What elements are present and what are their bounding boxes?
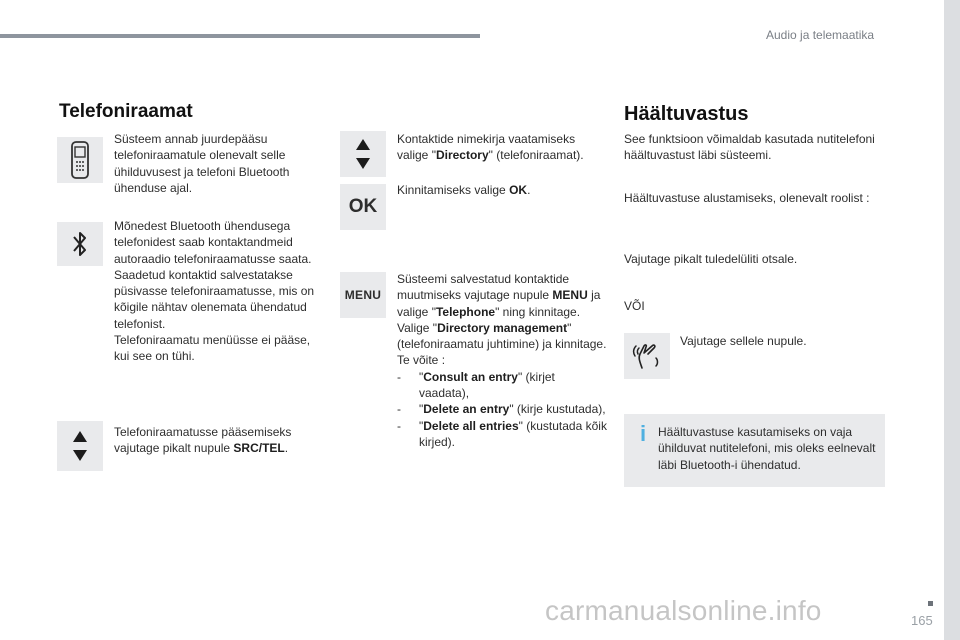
watermark: carmanualsonline.info [545, 595, 822, 626]
list-item: - "Delete an entry" (kirje kustutada), [397, 402, 606, 417]
directory-text: Kontaktide nimekirja vaatamiseks valige "Directory" (telefoniraamat). [397, 132, 584, 163]
bluetooth-icon [57, 222, 103, 266]
empty-phonebook-text: Telefoniraamatu menüüsse ei pääse, kui see on tühi. [114, 333, 311, 364]
page-marker [928, 601, 933, 606]
manage-contacts-paragraph: Süsteemi salvestatud kontaktide muutmiseks vajutage nupule MENU ja valige "Telephone" ning kinnitage. Valige "Directory management" (telefoniraamatu juhtimine) ja kinnitage. [397, 272, 607, 352]
manage-contacts-text [397, 271, 607, 450]
info-box [624, 414, 885, 487]
light-stalk-text: Vajutage pikalt tuledelüliti otsale. [624, 252, 798, 266]
info-icon: i [639, 421, 647, 446]
page-number: 165 [911, 613, 933, 628]
menu-button-icon [340, 272, 386, 318]
info-text: Häältuvastuse kasutamiseks on vaja ühilduvat nutitelefoni, mis oleks eelnevalt läbi Bluetooth-i ühendatud. [658, 425, 876, 472]
page-side-bar [944, 0, 960, 640]
voice-start-text: Häältuvastuse alustamiseks, olenevalt roolist : [624, 191, 870, 205]
list-item: - "Delete all entries" (kustutada kõik kirjed). [397, 418, 607, 449]
section-label: Audio ja telemaatika [766, 28, 875, 42]
phone-icon [57, 137, 103, 183]
phonebook-intro-text: Süsteem annab juurdepääsu telefoniraamatule olenevalt selle ühilduvusest ja telefoni Bluetooth ühenduse ajal. [114, 132, 290, 195]
section-title-phonebook: Telefoniraamat [59, 101, 193, 122]
ok-button-label: OK [348, 195, 378, 217]
list-item: - "Consult an entry" (kirjet vaadata), [397, 369, 555, 401]
up-down-arrows-icon [57, 421, 103, 471]
options-intro: Te võite : [397, 353, 446, 368]
bluetooth-contacts-text: Mõnedest Bluetooth ühendusega telefonidest saab kontaktandmeid autoraadio telefoniraamatusse saata. Saadetud kontaktid salvestatakse püsivasse telefoniraamatusse, mis on kõigile nähtav olenemata ühendatud telefonist. [114, 219, 315, 331]
header-rule [0, 34, 480, 38]
press-button-text: Vajutage sellele nupule. [680, 334, 807, 348]
section-title-voice-recognition: Häältuvastus [624, 103, 749, 125]
open-phonebook-text: Telefoniraamatusse pääsemiseks vajutage pikalt nupule SRC/TEL. [114, 425, 292, 456]
options-list [397, 369, 607, 450]
or-text: VÕI [624, 299, 645, 313]
confirm-ok-text: Kinnitamiseks valige OK. [397, 183, 531, 197]
up-down-arrows-icon [340, 131, 386, 177]
voice-hand-icon [624, 333, 670, 379]
menu-button-label: MENU [344, 287, 382, 302]
ok-button-icon [340, 184, 386, 230]
voice-intro-text: See funktsioon võimaldab kasutada nutitelefoni häältuvastust läbi süsteemi. [624, 132, 875, 163]
